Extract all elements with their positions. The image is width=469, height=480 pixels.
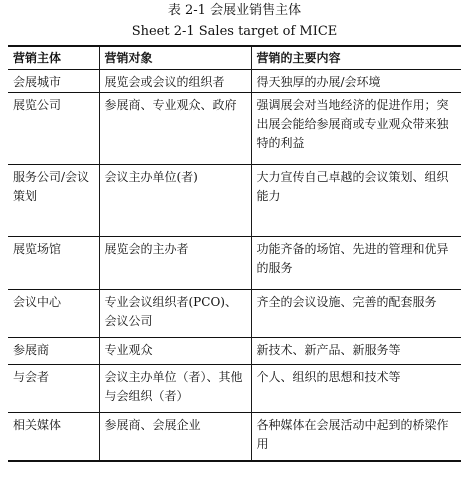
cell-content: 各种媒体在会展活动中起到的桥梁作用: [251, 413, 461, 461]
header-marketing-subject: 营销主体: [13, 51, 62, 65]
cell-subject: 展览场馆: [13, 242, 62, 256]
cell-target: 会议主办单位(者): [99, 165, 251, 237]
table-row: [8, 365, 461, 413]
cell-subject: 与会者: [13, 370, 50, 384]
table-row: [8, 70, 461, 93]
table-row: [8, 93, 461, 165]
sales-target-table: [8, 45, 461, 462]
cell-target: 会议主办单位（者）、其他与会组织（者）: [99, 365, 251, 413]
cell-subject: 相关媒体: [13, 418, 62, 432]
cell-content: 功能齐备的场馆、先进的管理和优异的服务: [251, 237, 461, 290]
cell-content: 得天独厚的办展/会环境: [251, 70, 461, 93]
cell-content: 新技术、新产品、新服务等: [251, 338, 461, 365]
cell-target: 参展商、会展企业: [99, 413, 251, 461]
cell-target: 专业观众: [99, 338, 251, 365]
header-marketing-target: 营销对象: [99, 46, 251, 70]
cell-subject: 参展商: [13, 343, 50, 357]
cell-subject: 会展城市: [13, 75, 62, 89]
table-row: [8, 290, 461, 338]
cell-subject: 服务公司/会议策划: [13, 170, 90, 203]
cell-subject: 会议中心: [13, 295, 62, 309]
table-header-row: [8, 46, 461, 70]
table-row: [8, 413, 461, 461]
table-row: [8, 237, 461, 290]
cell-content: 强调展会对当地经济的促进作用；突出展会能给参展商或专业观众带来独特的利益: [251, 93, 461, 165]
cell-target: 参展商、专业观众、政府: [99, 93, 251, 165]
table-row: [8, 165, 461, 237]
cell-target: 展览会或会议的组织者: [99, 70, 251, 93]
cell-content: 齐全的会议设施、完善的配套服务: [251, 290, 461, 338]
header-marketing-content: 营销的主要内容: [251, 46, 461, 70]
cell-target: 专业会议组织者(PCO)、会议公司: [99, 290, 251, 338]
cell-target: 展览会的主办者: [99, 237, 251, 290]
cell-subject: 展览公司: [13, 98, 62, 112]
table-caption-english: Sheet 2-1 Sales target of MICE: [131, 24, 338, 39]
table-row: [8, 338, 461, 365]
cell-content: 大力宣传自己卓越的会议策划、组织能力: [251, 165, 461, 237]
table-caption-chinese: 表 2-1 会展业销售主体: [167, 3, 302, 18]
cell-content: 个人、组织的思想和技术等: [251, 365, 461, 413]
